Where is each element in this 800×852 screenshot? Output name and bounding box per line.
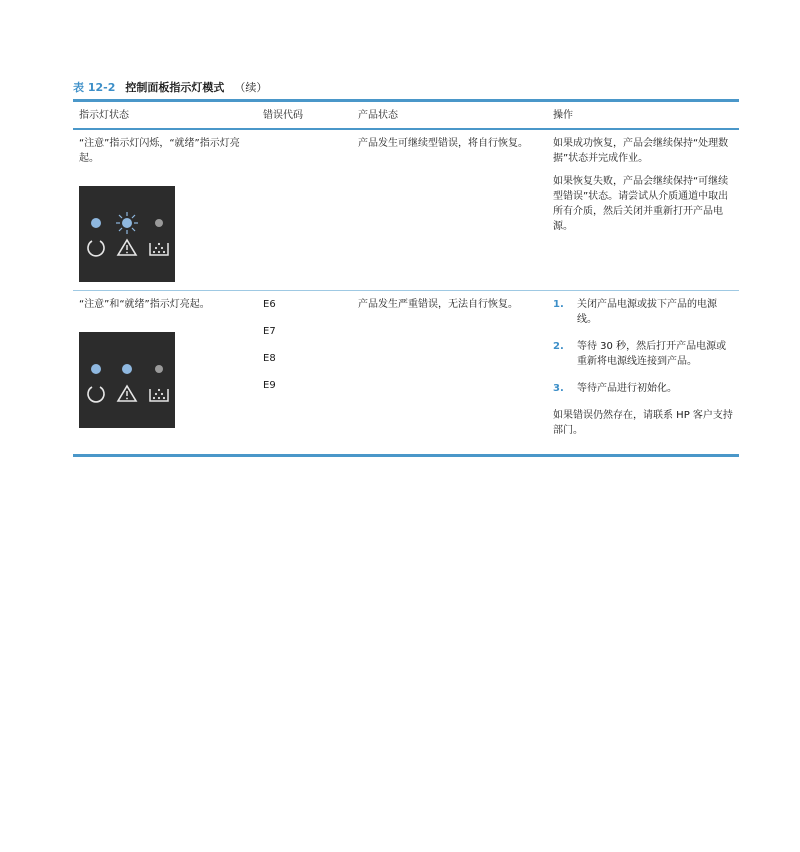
attention-led <box>122 218 132 228</box>
cell-product-state: 产品发生严重错误，无法自行恢复。 <box>352 291 547 456</box>
attention-led <box>122 364 132 374</box>
step-number: 2. <box>553 341 564 352</box>
step-item <box>553 381 733 396</box>
cell-action <box>547 291 739 456</box>
light-state-text: “注意”指示灯闪烁，“就绪”指示灯亮起。 <box>79 138 240 164</box>
error-code: E8 <box>263 353 276 364</box>
document-page <box>73 79 739 457</box>
error-code: E6 <box>263 299 276 310</box>
table-number: 表 12-2 <box>73 81 116 94</box>
table-row <box>73 291 739 456</box>
indicator-table <box>73 99 739 457</box>
cell-light-state <box>73 291 257 456</box>
light-state-text: “注意”和“就绪”指示灯亮起。 <box>79 299 210 310</box>
table-continued-label: （续） <box>234 81 268 94</box>
header-action: 操作 <box>547 101 739 130</box>
header-error-code: 错误代码 <box>257 101 352 130</box>
table-caption <box>73 79 739 99</box>
step-text: 等待 30 秒，然后打开产品电源或重新将电源线连接到产品。 <box>577 341 727 367</box>
ready-led <box>91 364 101 374</box>
header-product-state: 产品状态 <box>352 101 547 130</box>
table-row <box>73 129 739 291</box>
step-number: 1. <box>553 299 564 310</box>
header-light-state: 指示灯状态 <box>73 101 257 130</box>
step-text: 等待产品进行初始化。 <box>577 383 677 394</box>
ready-led <box>91 218 101 228</box>
error-code: E9 <box>263 380 276 391</box>
table-header-row <box>73 101 739 130</box>
cell-error-code <box>257 291 352 456</box>
action-paragraph: 如果恢复失败，产品会继续保持“可继续型错误”状态。请尝试从介质通道中取出所有介质，然后关闭并重新打开产品电源。 <box>553 176 729 232</box>
cell-error-code <box>257 129 352 291</box>
cell-product-state: 产品发生可继续型错误，将自行恢复。 <box>352 129 547 291</box>
data-led <box>155 365 163 373</box>
step-number: 3. <box>553 383 564 394</box>
error-code: E7 <box>263 326 276 337</box>
table-title: 控制面板指示灯模式 <box>125 81 225 94</box>
step-item <box>553 339 733 369</box>
action-paragraph: 如果成功恢复，产品会继续保持“处理数据”状态并完成作业。 <box>553 138 729 164</box>
control-panel-image-solid <box>79 332 175 428</box>
step-text: 关闭产品电源或拔下产品的电源线。 <box>577 299 717 325</box>
support-note: 如果错误仍然存在，请联系 HP 客户支持部门。 <box>553 410 733 436</box>
cell-light-state <box>73 129 257 291</box>
control-panel-image-blinking <box>79 186 175 282</box>
action-steps <box>553 297 733 396</box>
cell-action <box>547 129 739 291</box>
data-led <box>155 219 163 227</box>
step-item <box>553 297 733 327</box>
